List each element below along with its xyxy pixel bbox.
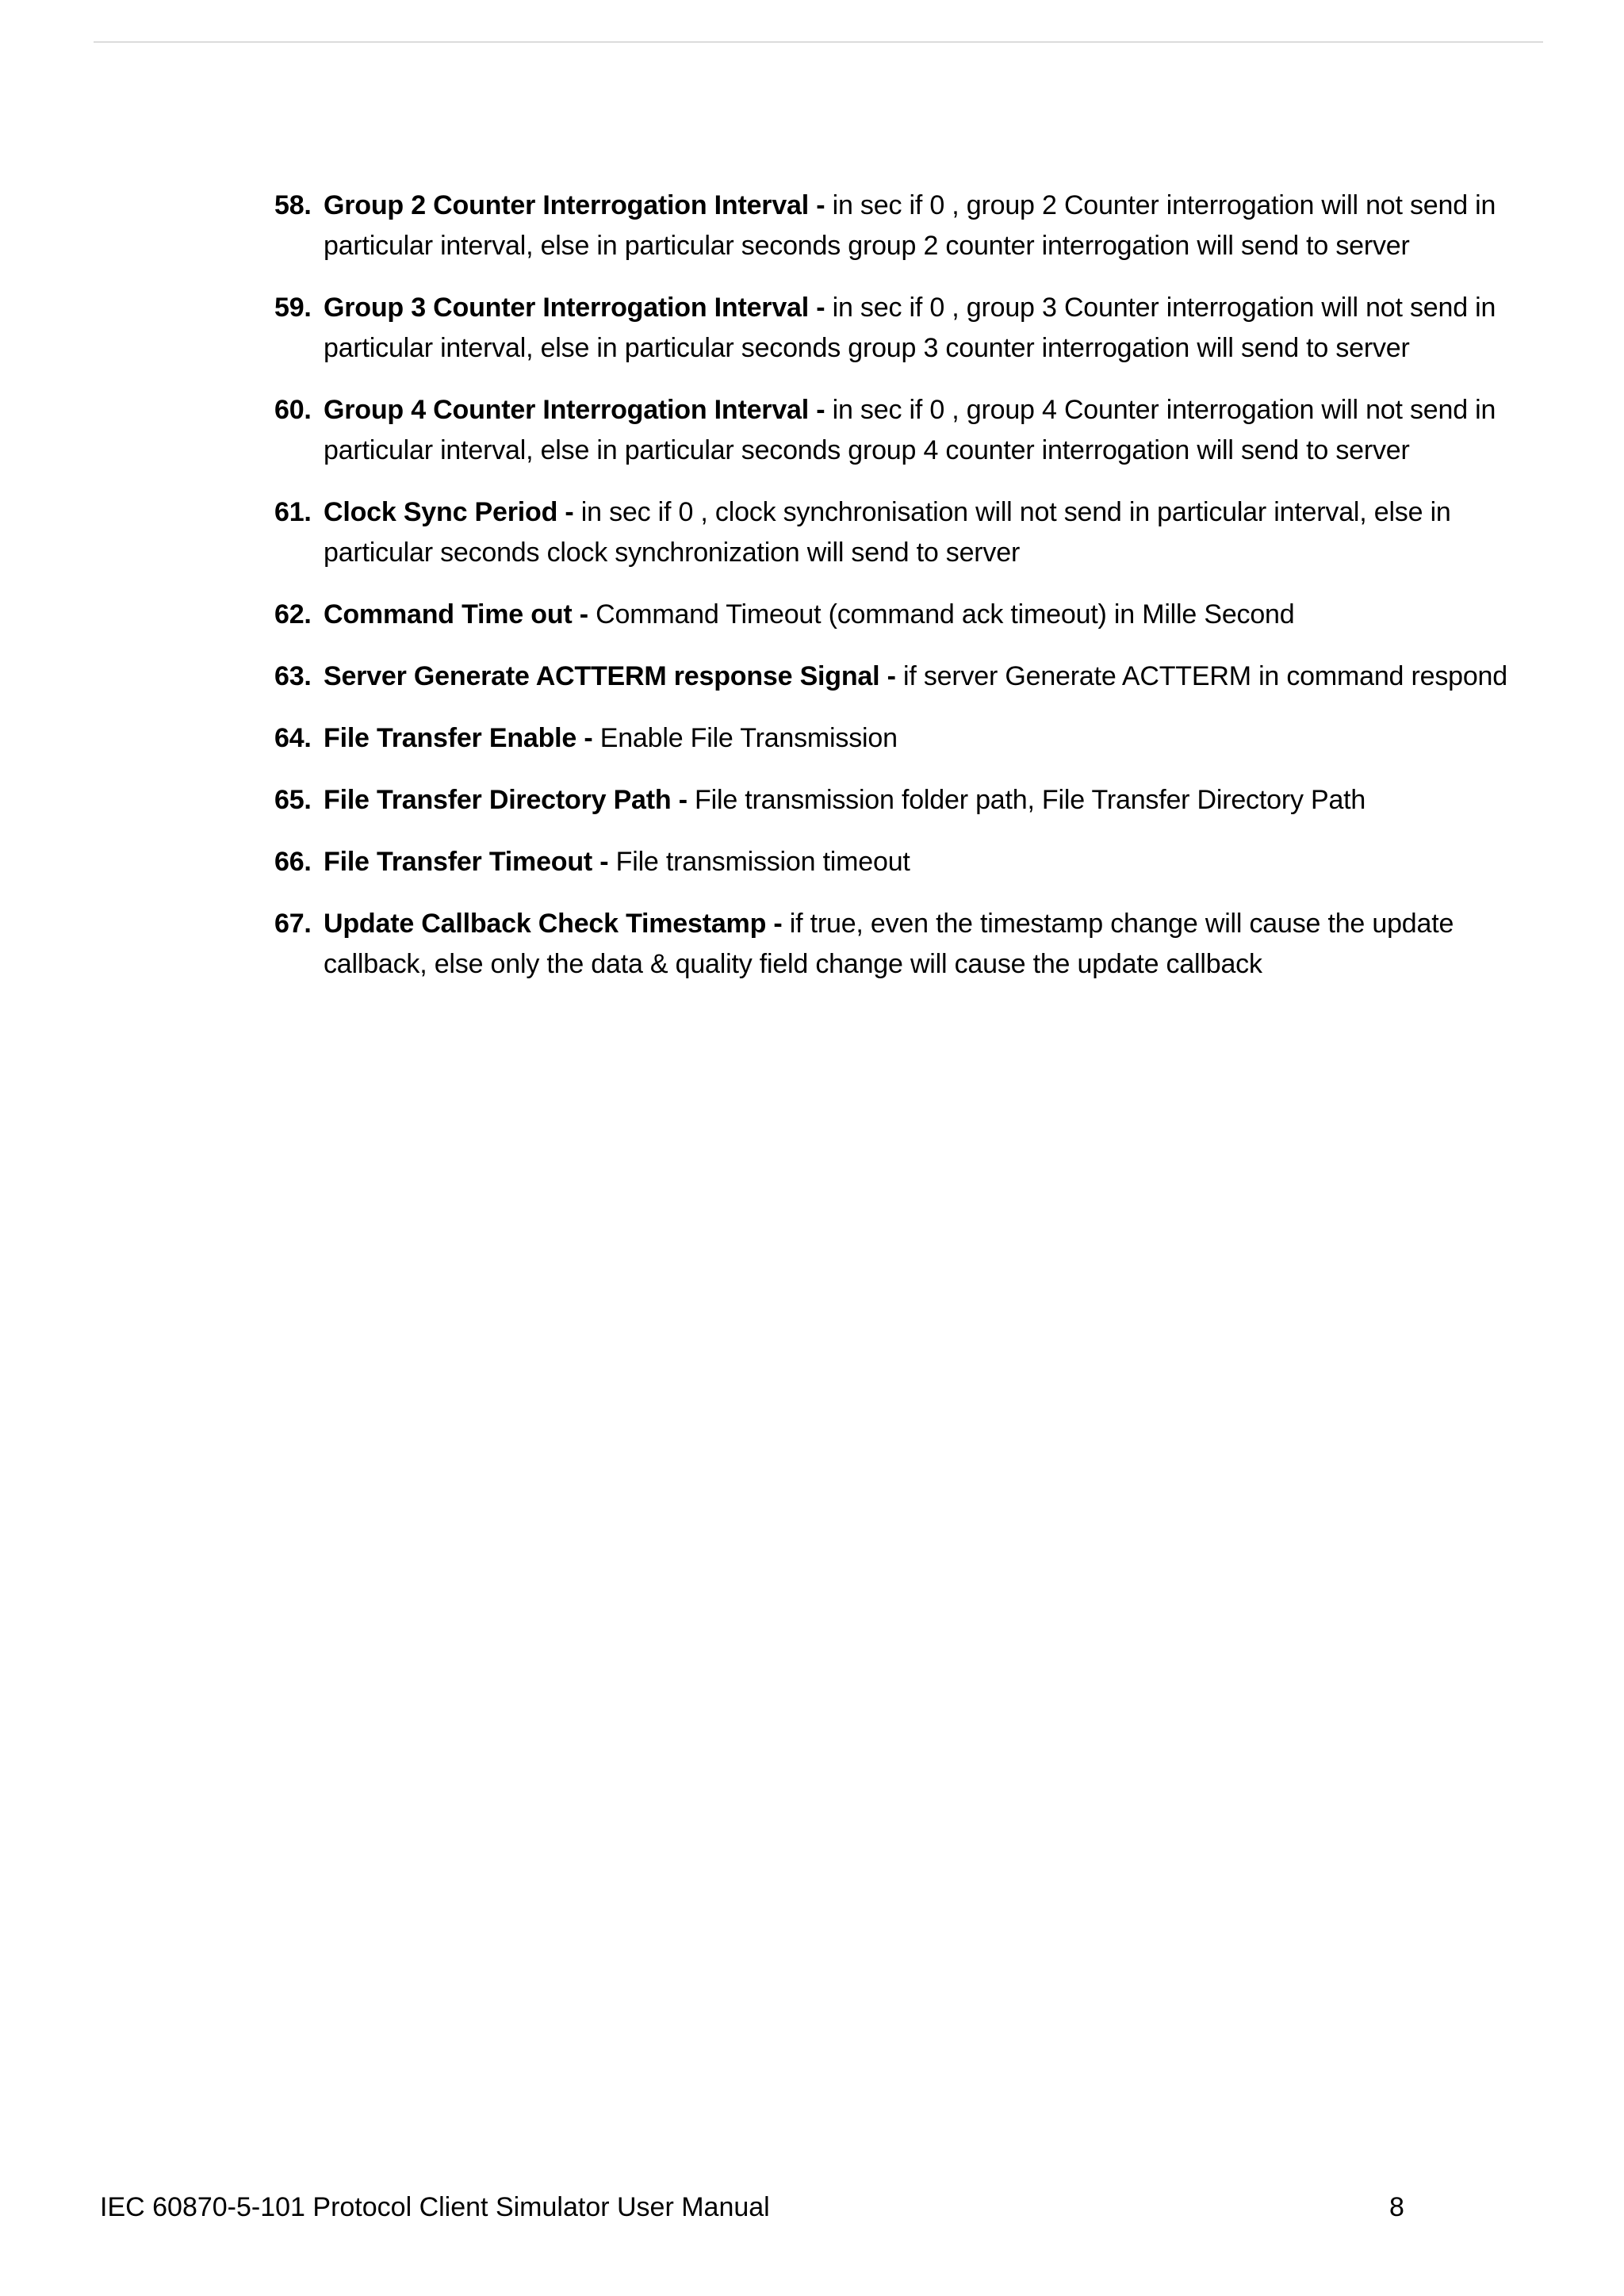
footer-page-number: 8: [1389, 2192, 1404, 2222]
list-item: [268, 492, 1553, 573]
item-description: in sec if 0 , group 3 Counter interrogation will not send in particular interval, else in particular seconds group 3 counter interrogation will send to server: [324, 293, 1496, 363]
footer-document-title: IEC 60870-5-101 Protocol Client Simulator User Manual: [100, 2192, 770, 2222]
list-item: [268, 656, 1553, 697]
item-description: if server Generate ACTTERM in command respond: [895, 661, 1507, 691]
item-number: 67.: [274, 909, 312, 939]
item-term: Group 2 Counter Interrogation Interval -: [324, 190, 825, 220]
header-divider: [94, 41, 1543, 43]
item-description: if true, even the timestamp change will cause the update callback, else only the data & quality field change will cause the update callback: [324, 909, 1454, 979]
list-item: [268, 288, 1553, 369]
item-number: 63.: [274, 661, 312, 691]
list-item: [268, 186, 1553, 266]
item-number: 60.: [274, 395, 312, 425]
list-item: [268, 842, 1553, 882]
item-number: 65.: [274, 785, 312, 815]
list-item: [268, 595, 1553, 635]
item-description: File transmission folder path, File Transfer Directory Path: [687, 785, 1366, 815]
item-description: Enable File Transmission: [592, 723, 898, 753]
item-number: 58.: [274, 190, 312, 220]
item-description: in sec if 0 , clock synchronisation will not send in particular interval, else in particular seconds clock synchronization will send to server: [324, 497, 1451, 568]
item-term: Group 3 Counter Interrogation Interval -: [324, 293, 825, 323]
item-term: Update Callback Check Timestamp -: [324, 909, 783, 939]
list-item: [268, 780, 1553, 821]
item-number: 62.: [274, 599, 312, 629]
item-term: File Transfer Enable -: [324, 723, 593, 753]
item-number: 59.: [274, 293, 312, 323]
parameter-list: [268, 186, 1553, 1006]
item-term: File Transfer Timeout -: [324, 847, 609, 877]
item-number: 61.: [274, 497, 312, 527]
list-item: [268, 904, 1553, 985]
item-term: Command Time out -: [324, 599, 588, 629]
item-term: Group 4 Counter Interrogation Interval -: [324, 395, 825, 425]
item-term: Server Generate ACTTERM response Signal -: [324, 661, 896, 691]
item-number: 66.: [274, 847, 312, 877]
list-item: [268, 718, 1553, 759]
item-description: in sec if 0 , group 2 Counter interrogation will not send in particular interval, else in particular seconds group 2 counter interrogation will send to server: [324, 190, 1496, 261]
item-description: Command Timeout (command ack timeout) in Mille Second: [588, 599, 1295, 629]
item-term: File Transfer Directory Path -: [324, 785, 688, 815]
list-item: [268, 390, 1553, 471]
item-term: Clock Sync Period -: [324, 497, 574, 527]
item-description: File transmission timeout: [608, 847, 910, 877]
item-number: 64.: [274, 723, 312, 753]
item-description: in sec if 0 , group 4 Counter interrogation will not send in particular interval, else in particular seconds group 4 counter interrogation will send to server: [324, 395, 1496, 465]
